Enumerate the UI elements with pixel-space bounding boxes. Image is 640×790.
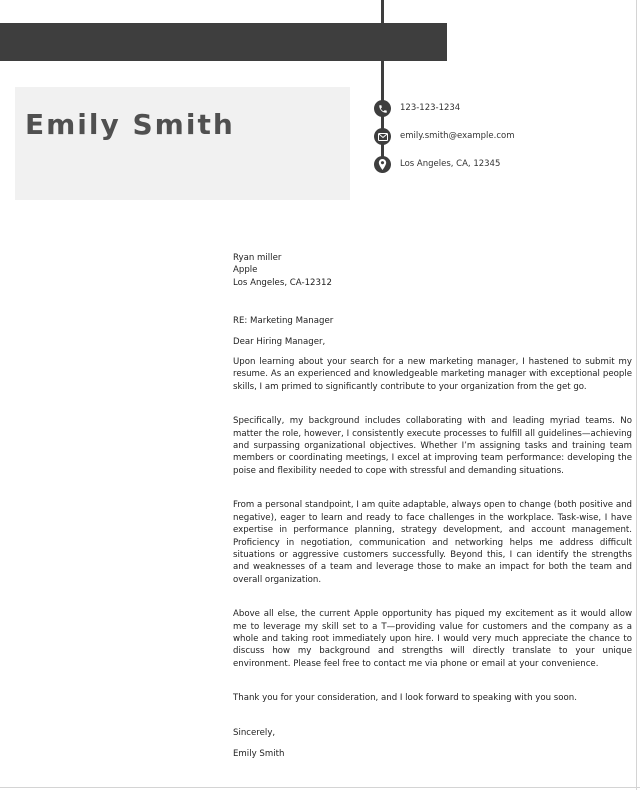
letter-salutation: Dear Hiring Manager, [233,336,326,347]
recipient-name: Ryan miller [233,253,282,263]
letter-signature: Emily Smith [233,748,285,759]
recipient-address: Los Angeles, CA-12312 [233,277,332,288]
letter-paragraph-2: Specifically, my background includes collaborating with and leading myriad teams. No matter the role, however, I consistently execute processes to fulfill all guidelines—achieving and surpassing organizational objectives. Whether I’m assigning tasks and training team members or coordinating meetings, I excel at improving team performance: developing the poise and flexibility needed to cope with stressful and demanding situations. [233,416,632,476]
page-bottom-edge [0,787,640,788]
applicant-name: Emily Smith [25,108,235,141]
letter-paragraph-3: From a personal standpoint, I am quite adaptable, always open to change (both positive and negative), eager to learn and ready to face challenges in the workplace. Task-wise, I have expertise in performance planning, strategy development, and account management. Proficiency in negotiation, communication and networking helps me address difficult situations or aggressive customers successfully. Beyond this, I can identify the strengths and weaknesses of a team and leverage those to make an impact for both the team and overall organization. [233,500,632,585]
letter-paragraph-4: Above all else, the current Apple opportunity has piqued my excitement as it would allow me to leverage my skill set to a T—providing value for customers and the company as a whole and taking root immediately upon hire. I would very much appreciate the chance to discuss how my background and strengths will directly translate to your unique environment. Please feel free to contact me via phone or email at your convenience. [233,609,632,669]
phone-icon [374,100,391,117]
header-bar [0,23,447,61]
recipient-block [233,252,632,289]
letter-subject: RE: Marketing Manager [233,316,334,327]
page-edge [636,0,637,790]
email-icon [374,128,391,145]
location-pin-icon [374,156,391,173]
contact-phone: 123-123-1234 [400,103,461,113]
contact-location: Los Angeles, CA, 12345 [400,159,501,169]
letter-body [233,252,632,760]
recipient-company: Apple [233,265,258,276]
letter-closing-line: Thank you for your consideration, and I look forward to speaking with you soon. [233,693,577,704]
contact-email: emily.smith@example.com [400,131,515,141]
letter-paragraph-1: Upon learning about your search for a new marketing manager, I hastened to submit my resume. As an experienced and knowledgeable marketing manager with exceptional people skills, I am primed to significantly contribute to your organization from the get go. [233,357,632,392]
name-box [15,87,350,200]
letter-sign-off: Sincerely, [233,727,276,738]
